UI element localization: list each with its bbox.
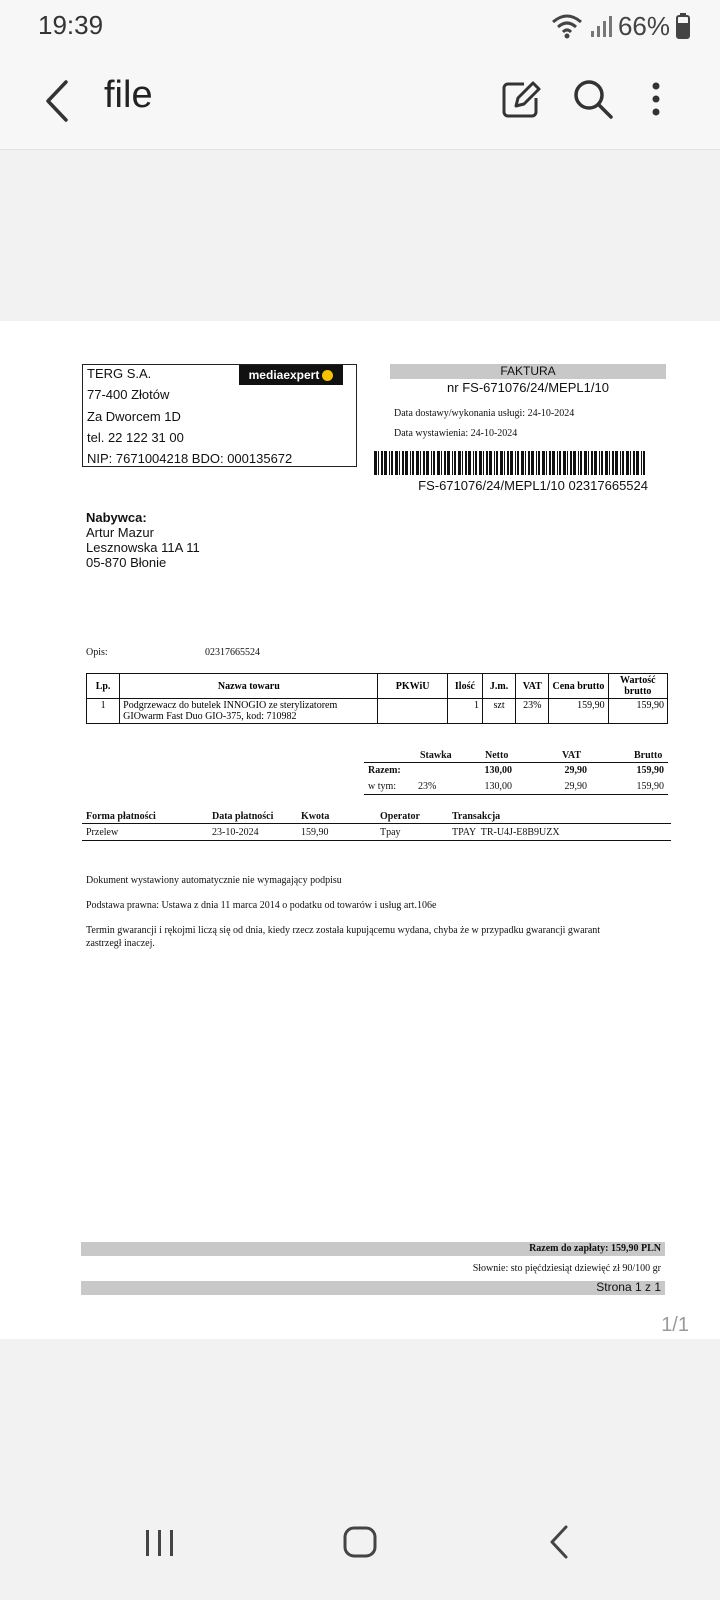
barcode-bar <box>584 451 587 475</box>
navigation-bar <box>0 1500 720 1600</box>
barcode-bar <box>426 451 429 475</box>
barcode-bar <box>389 451 390 475</box>
barcode-text: FS-671076/24/MEPL1/10 02317665524 <box>418 478 648 493</box>
home-button[interactable] <box>340 1522 380 1562</box>
payment-amount: 159,90 <box>301 827 329 838</box>
buyer-name: Artur Mazur <box>86 525 154 540</box>
barcode-bar <box>489 451 492 475</box>
summary-total-netto: 130,00 <box>484 765 512 776</box>
barcode-bar <box>641 451 642 475</box>
barcode-bar <box>599 451 600 475</box>
barcode-bar <box>384 451 387 475</box>
barcode-bar <box>588 451 589 475</box>
item-lp: 1 <box>87 699 120 724</box>
col-vat: VAT <box>516 674 549 699</box>
barcode-bar <box>479 451 482 475</box>
status-icons <box>550 10 690 42</box>
item-price: 159,90 <box>549 699 608 724</box>
item-name-line1: Podgrzewacz do butelek INNOGIO ze sterylizatorem <box>123 700 338 711</box>
item-pkwiu <box>378 699 447 724</box>
signal-icon <box>590 14 612 38</box>
payment-date-header: Data płatności <box>212 811 274 822</box>
seller-address1: 77-400 Złotów <box>87 387 170 402</box>
barcode-bar <box>473 451 474 475</box>
barcode-bar <box>452 451 453 475</box>
mediaexpert-logo <box>239 365 343 385</box>
barcode-bar <box>494 451 495 475</box>
summary-detail-netto: 130,00 <box>484 781 512 792</box>
payment-operator: Tpay <box>380 827 401 838</box>
barcode-bar <box>475 451 477 475</box>
buyer-street: Lesznowska 11A 11 <box>86 540 200 555</box>
barcode-bar <box>570 451 572 475</box>
barcode-bar <box>374 451 377 475</box>
total-in-words: Słownie: sto pięćdziesiąt dziewięć zł 90/100 gr <box>472 1263 661 1274</box>
barcode-bar <box>563 451 566 475</box>
payment-rule-bottom <box>82 840 671 841</box>
items-header-row <box>87 674 668 699</box>
delivery-date: Data dostawy/wykonania usługi: 24-10-2024 <box>394 408 575 419</box>
description-value: 02317665524 <box>205 647 260 658</box>
payment-date: 23-10-2024 <box>212 827 259 838</box>
barcode-bar <box>500 451 503 475</box>
buyer-label: Nabywca: <box>86 510 147 525</box>
summary-rule-bottom <box>364 794 668 795</box>
payment-method-header: Forma płatności <box>86 811 156 822</box>
barcode-bar <box>542 451 545 475</box>
barcode-bar <box>630 451 631 475</box>
buyer-city: 05-870 Błonie <box>86 555 167 570</box>
barcode-bar <box>552 451 555 475</box>
barcode-bar <box>620 451 621 475</box>
barcode-bar <box>601 451 603 475</box>
note-legal: Podstawa prawna: Ustawa z dnia 11 marca 2014 o podatku od towarów i usług art.106e <box>86 900 437 911</box>
barcode-bar <box>580 451 582 475</box>
seller-box <box>82 364 357 467</box>
barcode-bar <box>447 451 450 475</box>
barcode-bar <box>399 451 400 475</box>
summary-rule-top <box>364 762 668 763</box>
barcode-bar <box>525 451 526 475</box>
col-lp: Lp. <box>87 674 120 699</box>
note-warranty-line1: Termin gwarancji i rękojmi liczą się od dnia, kiedy rzecz została kupującemu wydana, chyba że w przypadku gwarancji gwarant <box>86 925 601 936</box>
payment-method: Przelew <box>86 827 119 838</box>
barcode-bar <box>517 451 519 475</box>
barcode-bar <box>420 451 421 475</box>
summary-rate-header: Stawka <box>420 750 452 761</box>
total-to-pay: Razem do zapłaty: 159,90 PLN <box>529 1243 661 1254</box>
summary-detail-vat: 29,90 <box>564 781 587 792</box>
col-qty: Ilość <box>447 674 482 699</box>
barcode-bar <box>615 451 618 475</box>
barcode-bar <box>633 451 635 475</box>
col-unit: J.m. <box>483 674 516 699</box>
summary-netto-header: Netto <box>485 750 509 761</box>
barcode-bar <box>546 451 547 475</box>
barcode-bar <box>395 451 398 475</box>
barcode-bar <box>441 451 442 475</box>
payment-transaction: TPAY TR-U4J-E8B9UZX <box>452 827 560 838</box>
col-pkwiu: PKWiU <box>378 674 447 699</box>
summary-total-label: Razem: <box>368 765 401 776</box>
item-vat: 23% <box>516 699 549 724</box>
barcode-bar <box>405 451 408 475</box>
barcode-bar <box>591 451 593 475</box>
barcode-bar <box>391 451 393 475</box>
barcode-bar <box>507 451 509 475</box>
logo-play-icon <box>322 370 333 381</box>
summary-vat-header: VAT <box>562 750 582 761</box>
barcode-bar <box>573 451 576 475</box>
barcode-bar <box>496 451 498 475</box>
status-bar <box>0 0 720 52</box>
barcode-bar <box>594 451 597 475</box>
barcode-bar <box>578 451 579 475</box>
barcode-bar <box>433 451 435 475</box>
summary-brutto-header: Brutto <box>634 750 663 761</box>
barcode-bar <box>410 451 411 475</box>
barcode-bar <box>465 451 467 475</box>
file-title: file <box>104 74 153 116</box>
barcode-bar <box>468 451 471 475</box>
items-table <box>86 673 668 724</box>
barcode-bar <box>381 451 383 475</box>
barcode-bar <box>549 451 551 475</box>
barcode-bar <box>538 451 540 475</box>
barcode-bar <box>412 451 414 475</box>
page-indicator: 1/1 <box>661 1314 689 1336</box>
table-row <box>87 699 668 724</box>
logo-text: mediaexpert <box>248 368 320 382</box>
seller-address2: Za Dworcem 1D <box>87 409 181 424</box>
app-bar <box>0 52 720 150</box>
barcode-bar <box>605 451 608 475</box>
barcode-bar <box>378 451 379 475</box>
summary-total-brutto: 159,90 <box>636 765 664 776</box>
barcode-bar <box>515 451 516 475</box>
payment-amount-header: Kwota <box>301 811 330 822</box>
barcode-bar <box>423 451 425 475</box>
summary-detail-brutto: 159,90 <box>636 781 664 792</box>
invoice-title: FAKTURA <box>500 364 556 378</box>
barcode-bar <box>531 451 534 475</box>
barcode-bar <box>510 451 513 475</box>
issue-date: Data wystawienia: 24-10-2024 <box>394 428 518 439</box>
description-label: Opis: <box>86 647 108 658</box>
barcode-bar <box>444 451 446 475</box>
item-unit: szt <box>483 699 516 724</box>
barcode-bar <box>612 451 614 475</box>
barcode-bar <box>557 451 558 475</box>
barcode-bar <box>486 451 488 475</box>
barcode-bar <box>643 451 645 475</box>
item-qty: 1 <box>447 699 482 724</box>
col-price: Cena brutto <box>549 674 608 699</box>
col-name: Nazwa towaru <box>120 674 378 699</box>
page-number: Strona 1 z 1 <box>596 1280 661 1294</box>
barcode-bar <box>626 451 629 475</box>
barcode-bar <box>483 451 484 475</box>
seller-phone: tel. 22 122 31 00 <box>87 430 184 445</box>
barcode-bar <box>528 451 530 475</box>
recent-apps-button[interactable] <box>140 1522 180 1562</box>
barcode-bar <box>636 451 639 475</box>
payment-rule-top <box>82 823 671 824</box>
item-value: 159,90 <box>608 699 667 724</box>
barcode-bar <box>416 451 419 475</box>
battery-icon <box>676 13 690 39</box>
col-value: Wartość brutto <box>608 674 667 699</box>
more-options-button[interactable] <box>636 74 676 124</box>
document-page[interactable] <box>0 321 720 1339</box>
invoice-number: nr FS-671076/24/MEPL1/10 <box>447 380 609 395</box>
barcode-bar <box>609 451 610 475</box>
barcode <box>374 451 648 475</box>
barcode-bar <box>458 451 461 475</box>
barcode-bar <box>454 451 456 475</box>
payment-operator-header: Operator <box>380 811 420 822</box>
note-warranty-line2: zastrzegł inaczej. <box>86 938 155 949</box>
barcode-bar <box>431 451 432 475</box>
nav-back-button[interactable] <box>540 1522 580 1562</box>
battery-percent: 66% <box>617 10 670 41</box>
barcode-bar <box>402 451 404 475</box>
barcode-bar <box>559 451 561 475</box>
edit-button[interactable] <box>496 74 546 124</box>
summary-detail-rate: 23% <box>418 781 437 792</box>
summary-detail-label: w tym: <box>368 781 397 792</box>
note-auto: Dokument wystawiony automatycznie nie wymagający podpisu <box>86 875 342 886</box>
item-name-line2: GIOwarm Fast Duo GIO-375, kod: 710982 <box>123 711 297 722</box>
barcode-bar <box>622 451 624 475</box>
wifi-icon <box>550 12 584 40</box>
back-button[interactable] <box>36 76 80 126</box>
search-button[interactable] <box>568 74 618 124</box>
barcode-bar <box>504 451 505 475</box>
barcode-bar <box>521 451 524 475</box>
barcode-bar <box>567 451 568 475</box>
barcode-bar <box>536 451 537 475</box>
seller-name: TERG S.A. <box>87 366 152 381</box>
payment-transaction-header: Transakcja <box>452 811 501 822</box>
barcode-bar <box>462 451 463 475</box>
summary-total-vat: 29,90 <box>564 765 587 776</box>
barcode-bar <box>437 451 440 475</box>
seller-ids: NIP: 7671004218 BDO: 000135672 <box>87 451 293 466</box>
item-name <box>120 699 378 724</box>
status-time: 19:39 <box>38 10 104 40</box>
